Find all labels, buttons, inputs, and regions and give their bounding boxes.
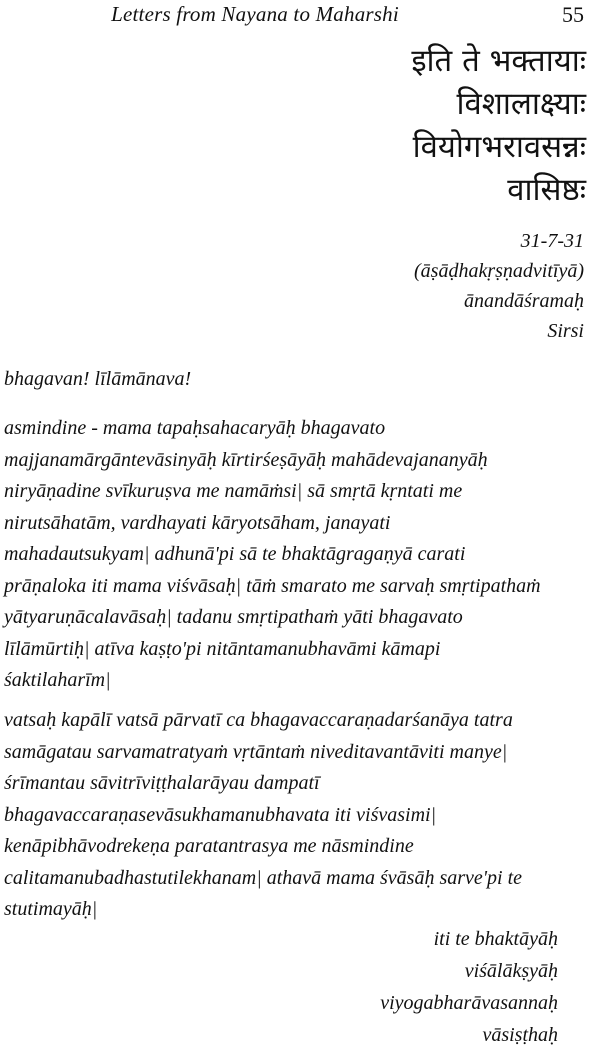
devanagari-closing [411,40,586,212]
text-line: līlāmūrtiḥ| atīva kaṣṭo'pi nitāntamanubhavāmi kāmapi [4,637,441,660]
signature-line: viyogabharāvasannaḥ [380,992,558,1014]
text-line: asmindine - mama tapaḥsahacaryāḥ bhagavato [4,417,386,439]
text-line: majjanamārgāntevāsinyāḥ kīrtirśeṣāyāḥ mahādevajananyāḥ [4,448,488,471]
text-line: yātyaruṇācalavāsaḥ| tadanu smṛtipathaṁ yāti bhagavato [4,606,463,628]
lunar-date: (āṣāḍhakṛṣṇadvitīyā) [414,260,584,282]
place-name: Sirsi [547,320,584,342]
text-line: samāgatau sarvamatratyaṁ vṛtāntaṁ niveditavantāviti manye| [4,740,508,763]
page-number: 55 [562,2,584,27]
devanagari-line: वियोगभरावसन्नः [412,129,586,165]
text-line: śrīmantau sāvitrīviṭṭhalarāyau dampatī [4,772,320,794]
signature-line: viśālākṣyāḥ [464,960,558,982]
paragraph-2 [4,705,594,926]
text-line: kenāpibhāvodrekeṇa paratantrasya me nāsmindine [4,835,414,857]
ashram-name: ānandāśramaḥ [463,290,584,312]
text-line: prāṇaloka iti mama viśvāsaḥ| tāṁ smarato me sarvaḥ smṛtipathaṁ [4,574,541,597]
text-line: stutimayāḥ| [4,898,98,920]
salutation: bhagavan! līlāmānava! [4,368,192,390]
text-line: śaktilaharīm| [4,669,111,691]
text-line: vatsaḥ kapālī vatsā pārvatī ca bhagavaccaraṇadarśanāya tatra [4,709,513,731]
text-line: bhagavaccaraṇasevāsukhamanubhavata iti viśvasimi| [4,803,437,826]
text-line: nirutsāhatām, vardhayati kāryotsāham, janayati [4,511,391,534]
devanagari-line: वासिष्ठः [507,172,586,208]
signature-line: vāsiṣṭhaḥ [482,1024,558,1046]
signature-line: iti te bhaktāyāḥ [433,928,558,950]
date-place-block [414,226,584,346]
text-line: mahadautsukyam| adhunā'pi sā te bhaktāgragaṇyā carati [4,543,466,565]
paragraph-1 [4,413,594,697]
devanagari-line: विशालाक्ष्याः [456,86,586,122]
transliterated-signature [380,923,558,1051]
devanagari-line: इति ते भक्तायाः [411,43,586,79]
running-header: Letters from Nayana to Maharshi [111,2,399,26]
letter-date: 31-7-31 [520,230,584,252]
text-line: calitamanubadhastutilekhanam| athavā mama śvāsāḥ sarve'pi te [4,866,523,889]
text-line: niryāṇadine svīkuruṣva me namāṁsi| sā smṛtā kṛntati me [4,480,463,502]
